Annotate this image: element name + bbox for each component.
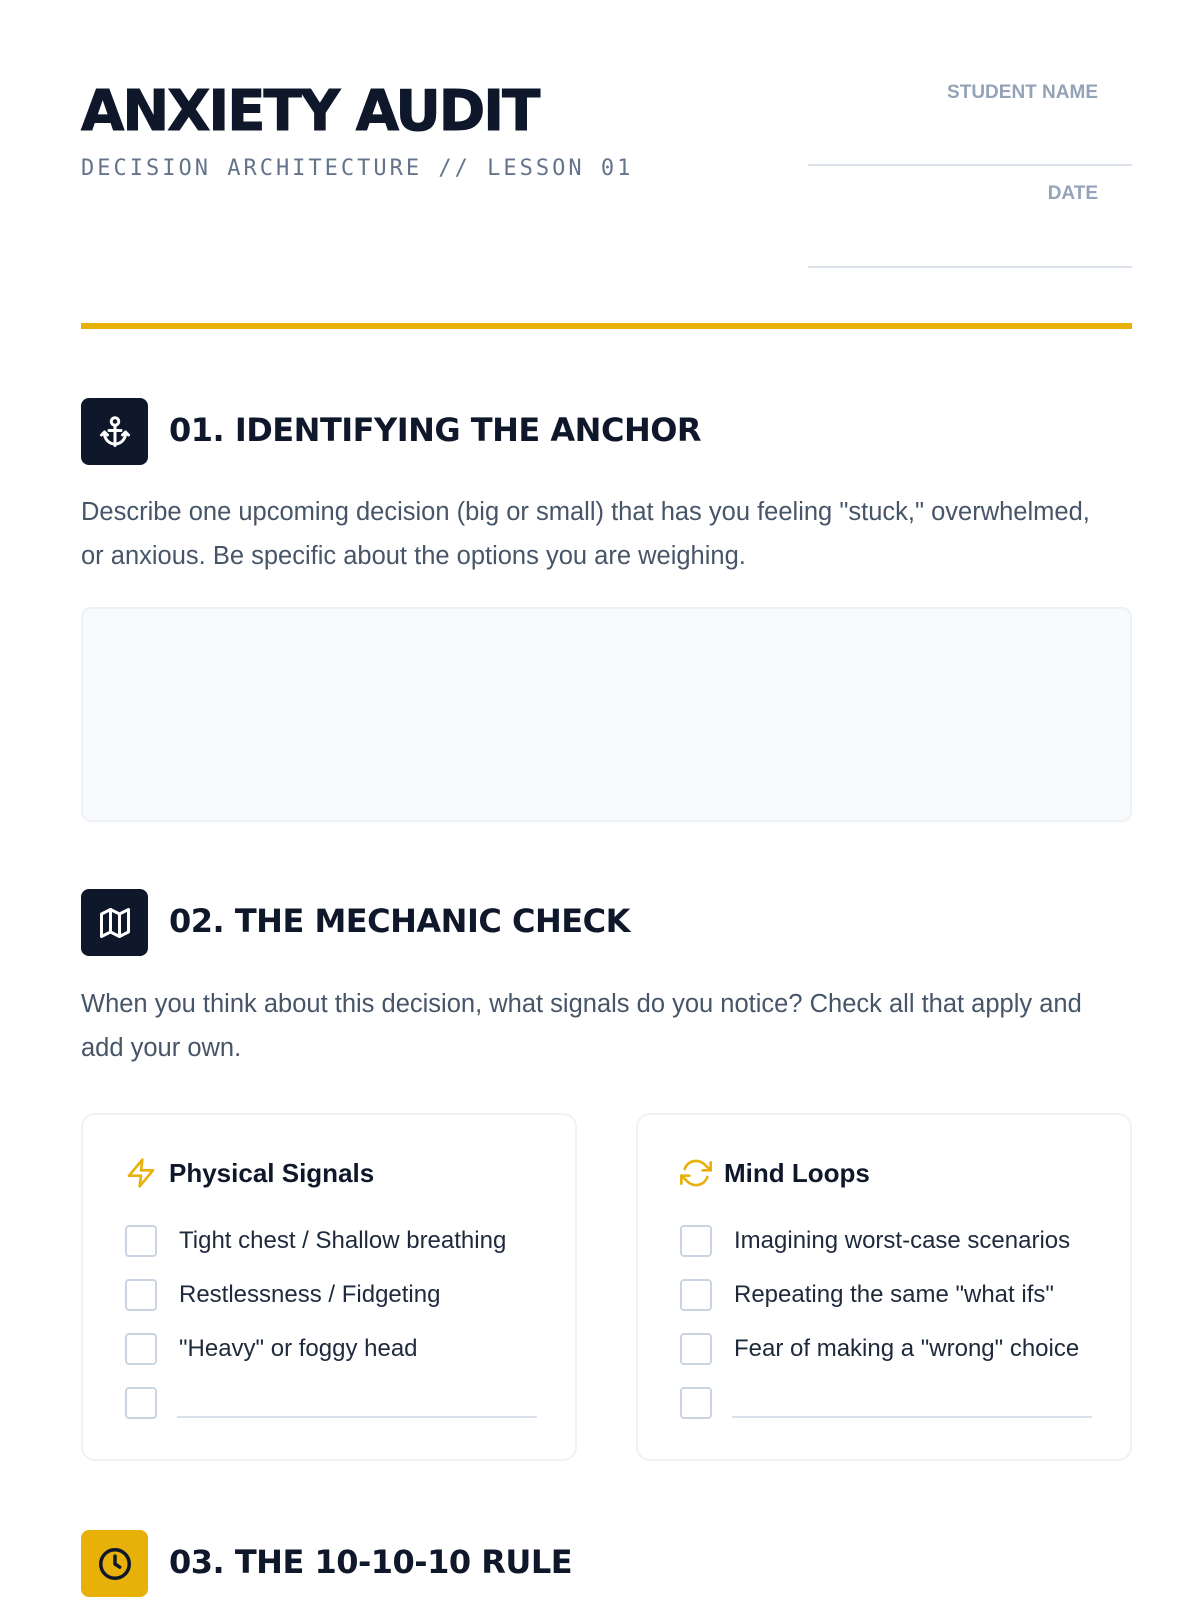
mind-loops-title: Mind Loops bbox=[724, 1157, 870, 1188]
map-icon bbox=[97, 905, 133, 941]
checkbox[interactable] bbox=[680, 1279, 712, 1311]
physical-signals-title: Physical Signals bbox=[169, 1157, 375, 1188]
student-name-field[interactable] bbox=[808, 164, 1132, 166]
clock-icon bbox=[96, 1545, 134, 1583]
physical-signals-card bbox=[81, 1113, 577, 1461]
checkbox[interactable] bbox=[680, 1333, 712, 1365]
checklist-item[interactable] bbox=[680, 1225, 1070, 1257]
checkbox[interactable] bbox=[125, 1333, 157, 1365]
date-field[interactable] bbox=[808, 266, 1132, 268]
checkbox[interactable] bbox=[680, 1225, 712, 1257]
page-subtitle: DECISION ARCHITECTURE // LESSON 01 bbox=[81, 156, 634, 181]
section-1-description: Describe one upcoming decision (big or small) that has you feeling "stuck," overwhelmed, or anxious. Be specific about the options you are weighing. bbox=[81, 498, 1090, 570]
custom-entry-line[interactable] bbox=[732, 1416, 1092, 1418]
header-divider bbox=[81, 323, 1132, 329]
checklist-item[interactable] bbox=[125, 1279, 440, 1311]
date-label: DATE bbox=[1047, 183, 1098, 204]
checklist-item-label: Imagining worst-case scenarios bbox=[734, 1227, 1071, 1254]
anchor-icon bbox=[97, 414, 133, 450]
section-1-title: 01. IDENTIFYING THE ANCHOR bbox=[169, 411, 702, 449]
checklist-item[interactable] bbox=[125, 1225, 506, 1257]
mind-loops-card bbox=[636, 1113, 1132, 1461]
checkbox[interactable] bbox=[125, 1225, 157, 1257]
lightning-icon bbox=[125, 1157, 157, 1189]
checkbox[interactable] bbox=[680, 1387, 712, 1419]
checklist-item[interactable] bbox=[680, 1279, 1054, 1311]
checklist-item-label: Fear of making a "wrong" choice bbox=[734, 1335, 1080, 1362]
checklist-item-label: "Heavy" or foggy head bbox=[179, 1335, 418, 1362]
section-1-icon-badge bbox=[81, 398, 148, 465]
checklist-item-custom[interactable] bbox=[680, 1387, 1092, 1419]
section-2-description: When you think about this decision, what signals do you notice? Check all that apply and add your own. bbox=[81, 990, 1082, 1062]
checkbox[interactable] bbox=[125, 1279, 157, 1311]
custom-entry-line[interactable] bbox=[177, 1416, 537, 1418]
checkbox[interactable] bbox=[125, 1387, 157, 1419]
checklist-item-custom[interactable] bbox=[125, 1387, 537, 1419]
anchor-answer-box[interactable] bbox=[81, 607, 1132, 822]
student-name-label: STUDENT NAME bbox=[947, 82, 1098, 103]
checklist-item[interactable] bbox=[125, 1333, 418, 1365]
checklist-item[interactable] bbox=[680, 1333, 1079, 1365]
mind-loops-header bbox=[680, 1157, 870, 1189]
section-2-icon-badge bbox=[81, 889, 148, 956]
checklist-item-label: Restlessness / Fidgeting bbox=[179, 1281, 441, 1308]
checklist-item-label: Tight chest / Shallow breathing bbox=[179, 1227, 507, 1254]
section-3-title: 03. THE 10-10-10 RULE bbox=[169, 1543, 573, 1581]
physical-signals-header bbox=[125, 1157, 374, 1189]
section-3-icon-badge bbox=[81, 1530, 148, 1597]
checklist-item-label: Repeating the same "what ifs" bbox=[734, 1281, 1054, 1308]
page-title: ANXIETY AUDIT bbox=[81, 79, 539, 144]
section-2-title: 02. THE MECHANIC CHECK bbox=[169, 902, 630, 940]
refresh-icon bbox=[680, 1157, 712, 1189]
